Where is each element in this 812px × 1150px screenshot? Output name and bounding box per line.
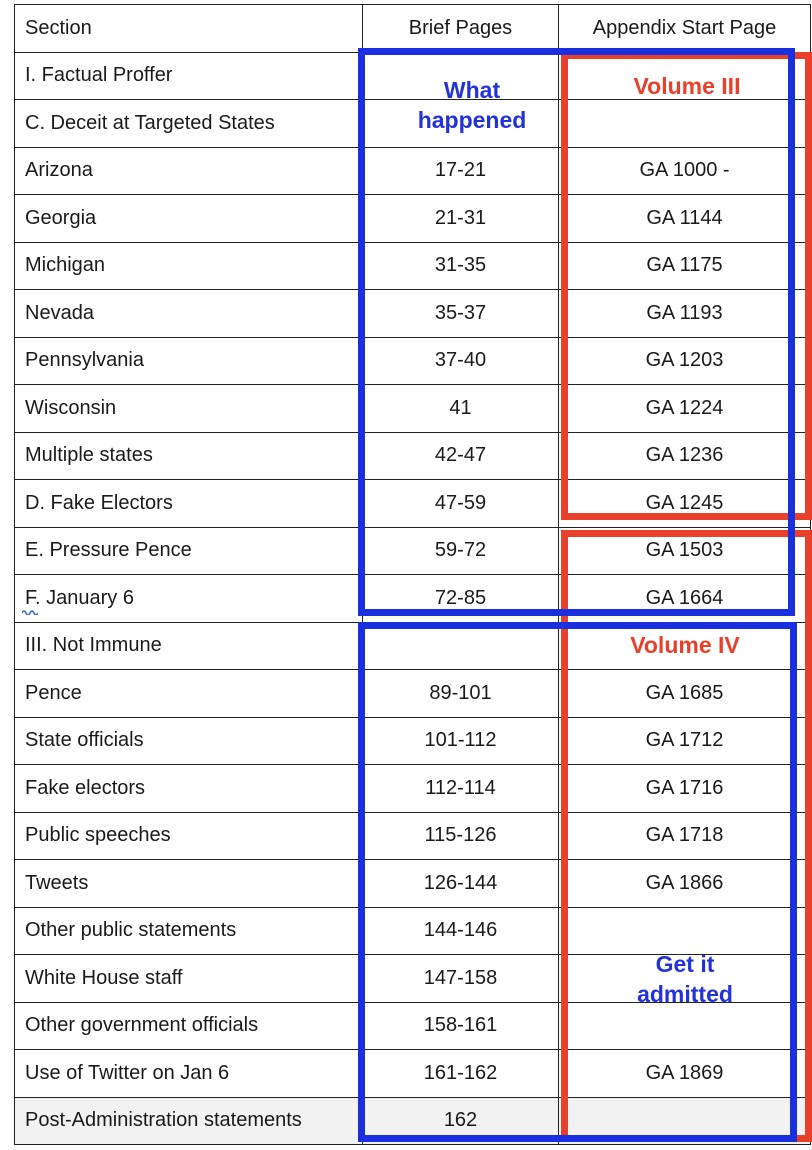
appendix-start-cell: GA 1175 [559,242,811,290]
brief-pages-cell: 42-47 [363,432,559,480]
appendix-start-cell: GA 1664 [559,575,811,623]
section-cell: Fake electors [15,765,363,813]
table-row [15,670,811,718]
brief-pages-cell: 47-59 [363,480,559,528]
table-row [15,432,811,480]
appendix-start-cell [559,100,811,148]
table-header-row [15,5,811,53]
appendix-start-cell: GA 1718 [559,812,811,860]
brief-pages-cell: 101-112 [363,717,559,765]
appendix-start-cell [559,1097,811,1145]
appendix-start-cell: GA 1685 [559,670,811,718]
appendix-start-cell: GA 1866 [559,860,811,908]
table-row [15,290,811,338]
table-row [15,1050,811,1098]
brief-pages-cell: 72-85 [363,575,559,623]
header-section: Section [15,5,363,53]
appendix-start-cell: GA 1203 [559,337,811,385]
section-cell: Other public statements [15,907,363,955]
section-cell: C. Deceit at Targeted States [15,100,363,148]
table-row [15,480,811,528]
appendix-start-cell: GA 1144 [559,195,811,243]
brief-pages-cell: 126-144 [363,860,559,908]
appendix-start-cell: GA 1716 [559,765,811,813]
brief-pages-cell: 31-35 [363,242,559,290]
table-row [15,242,811,290]
appendix-start-cell: GA 1503 [559,527,811,575]
spellcheck-squiggle [22,609,38,615]
appendix-start-cell [559,907,811,955]
table-row [15,337,811,385]
annotation-volume-iii: Volume III [633,73,741,99]
annotation-volume-iv: Volume IV [630,632,740,658]
section-cell: Other government officials [15,1002,363,1050]
brief-pages-cell: 21-31 [363,195,559,243]
annotation-what-happened: What happened [417,77,527,133]
brief-pages-cell: 112-114 [363,765,559,813]
section-cell: Wisconsin [15,385,363,433]
brief-pages-cell: 59-72 [363,527,559,575]
table-row [15,1097,811,1145]
section-cell: Pence [15,670,363,718]
section-cell: Public speeches [15,812,363,860]
table-row [15,575,811,623]
appendix-start-cell: GA 1000 - [559,147,811,195]
table-row [15,860,811,908]
section-cell: Post-Administration statements [15,1097,363,1145]
section-cell: Tweets [15,860,363,908]
brief-pages-cell: 89-101 [363,670,559,718]
table-row [15,527,811,575]
section-cell: State officials [15,717,363,765]
section-cell: Nevada [15,290,363,338]
brief-pages-cell [363,622,559,670]
appendix-start-cell: GA 1193 [559,290,811,338]
brief-pages-cell: 147-158 [363,955,559,1003]
section-cell: I. Factual Proffer [15,52,363,100]
table-row [15,147,811,195]
appendix-start-cell: GA 1712 [559,717,811,765]
appendix-start-cell: GA 1869 [559,1050,811,1098]
section-cell: F. January 6 [15,575,363,623]
brief-pages-cell: 35-37 [363,290,559,338]
appendix-start-cell [559,1002,811,1050]
section-cell: Pennsylvania [15,337,363,385]
table-row [15,385,811,433]
table-row [15,907,811,955]
brief-pages-cell: 158-161 [363,1002,559,1050]
header-appendix-start-page: Appendix Start Page [559,5,811,53]
appendix-start-cell: GA 1224 [559,385,811,433]
section-cell: E. Pressure Pence [15,527,363,575]
section-cell: Use of Twitter on Jan 6 [15,1050,363,1098]
section-cell: Multiple states [15,432,363,480]
brief-pages-cell: 17-21 [363,147,559,195]
appendix-start-cell: GA 1236 [559,432,811,480]
section-cell: III. Not Immune [15,622,363,670]
section-cell: Arizona [15,147,363,195]
table-row [15,717,811,765]
section-cell: Georgia [15,195,363,243]
brief-pages-cell: 115-126 [363,812,559,860]
brief-pages-cell: 41 [363,385,559,433]
brief-pages-cell: 144-146 [363,907,559,955]
annotation-get-it-admitted: Get it admitted [637,951,733,1007]
section-cell: D. Fake Electors [15,480,363,528]
section-cell: Michigan [15,242,363,290]
brief-pages-cell: 161-162 [363,1050,559,1098]
section-cell: White House staff [15,955,363,1003]
table-row [15,812,811,860]
table-row [15,1002,811,1050]
brief-pages-cell: 162 [363,1097,559,1145]
table-row [15,765,811,813]
brief-pages-cell: 37-40 [363,337,559,385]
table-row [15,195,811,243]
header-brief-pages: Brief Pages [363,5,559,53]
appendix-start-cell: GA 1245 [559,480,811,528]
